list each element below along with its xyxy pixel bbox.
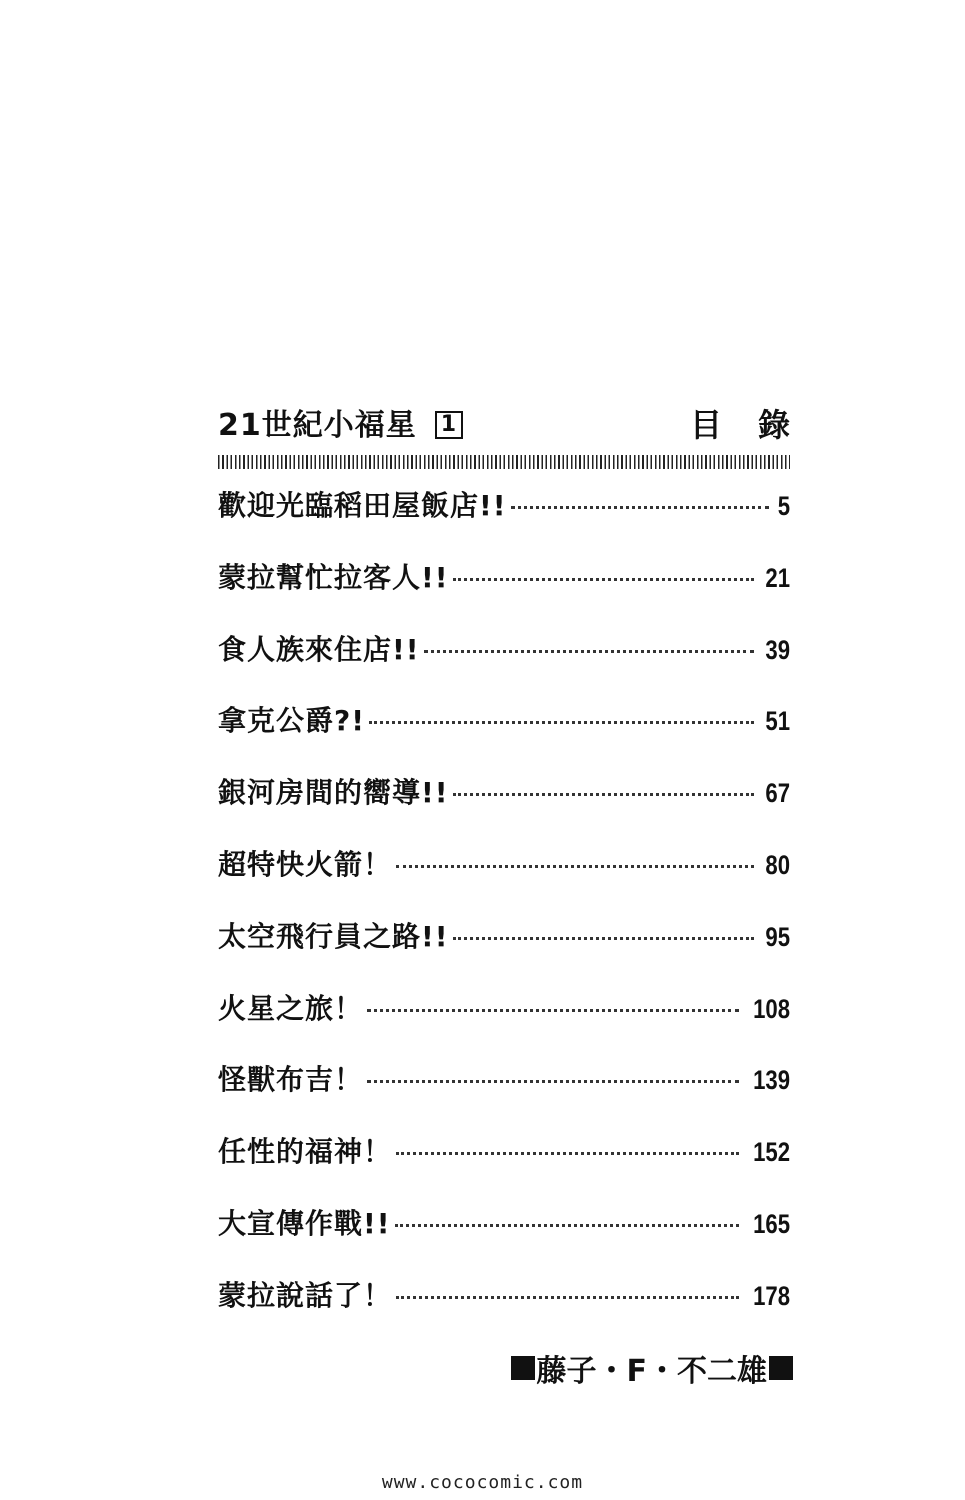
dot-leader: [396, 1152, 739, 1155]
toc-entry-title: 怪獸布吉！: [218, 1063, 364, 1097]
toc-entry: [218, 1202, 790, 1274]
series-title: [218, 400, 463, 444]
dot-leader: [453, 793, 754, 796]
toc-entry-page: 80: [765, 849, 790, 880]
tick-rule-divider: [218, 455, 790, 469]
toc-entry: [218, 628, 790, 700]
toc-entries: [218, 484, 790, 1346]
dot-leader: [395, 1224, 739, 1227]
toc-entry-page: 95: [765, 921, 790, 952]
dot-leader: [396, 865, 754, 868]
toc-entry-page: 5: [777, 491, 790, 521]
toc-entry: [218, 1274, 790, 1346]
toc-header-block: [218, 398, 826, 444]
dot-leader: [511, 506, 769, 509]
toc-entry: [218, 699, 790, 771]
dot-leader: [424, 650, 754, 653]
dot-leader: [396, 1296, 739, 1299]
dot-leader: [453, 578, 754, 581]
toc-entry-title: 拿克公爵?!: [218, 704, 366, 738]
toc-entry-page: 165: [753, 1208, 790, 1239]
toc-entry: [218, 843, 790, 915]
toc-entry-title: 火星之旅！: [218, 991, 364, 1025]
volume-number-box: 1: [435, 411, 463, 439]
toc-entry-page: 51: [765, 706, 790, 737]
toc-entry: [218, 987, 790, 1059]
author-credit: [511, 1346, 794, 1390]
toc-entry-title: 食人族來住店!!: [218, 632, 420, 666]
toc-entry: [218, 556, 790, 628]
toc-entry: [218, 484, 790, 556]
black-square-marker-left: [511, 1356, 535, 1380]
toc-entry-title: 歡迎光臨稻田屋飯店!!: [218, 489, 507, 522]
toc-entry-title: 任性的福神！: [218, 1135, 393, 1169]
toc-entry-page: 139: [753, 1065, 790, 1096]
toc-entry-title: 超特快火箭！: [218, 847, 393, 881]
toc-entry-title: 太空飛行員之路!!: [218, 919, 449, 953]
toc-entry-title: 蒙拉說話了！: [218, 1278, 393, 1312]
toc-entry-page: 108: [753, 993, 790, 1024]
dot-leader: [453, 937, 754, 940]
toc-entry: [218, 1130, 790, 1202]
toc-entry-title: 蒙拉幫忙拉客人!!: [218, 560, 449, 594]
toc-entry-title: 大宣傳作戰!!: [218, 1206, 391, 1240]
dot-leader: [369, 721, 754, 724]
series-title-text: 21世紀小福星: [218, 408, 417, 443]
toc-entry-page: 21: [765, 562, 790, 593]
dot-leader: [367, 1009, 739, 1012]
site-watermark: www.cococomic.com: [381, 1472, 584, 1493]
toc-entry-title: 銀河房間的嚮導!!: [218, 776, 449, 810]
toc-entry: [218, 771, 790, 843]
dot-leader: [367, 1080, 739, 1083]
toc-entry-page: 178: [753, 1280, 790, 1311]
author-name: 藤子・F・不二雄: [536, 1354, 767, 1389]
toc-entry: [218, 1058, 790, 1130]
toc-entry-page: 152: [753, 1137, 790, 1168]
contents-heading: 目錄: [689, 406, 826, 444]
black-square-marker-right: [769, 1356, 793, 1380]
toc-entry: [218, 915, 790, 987]
toc-entry-page: 39: [765, 634, 790, 665]
toc-header: [218, 398, 826, 444]
toc-entry-page: 67: [765, 778, 790, 809]
